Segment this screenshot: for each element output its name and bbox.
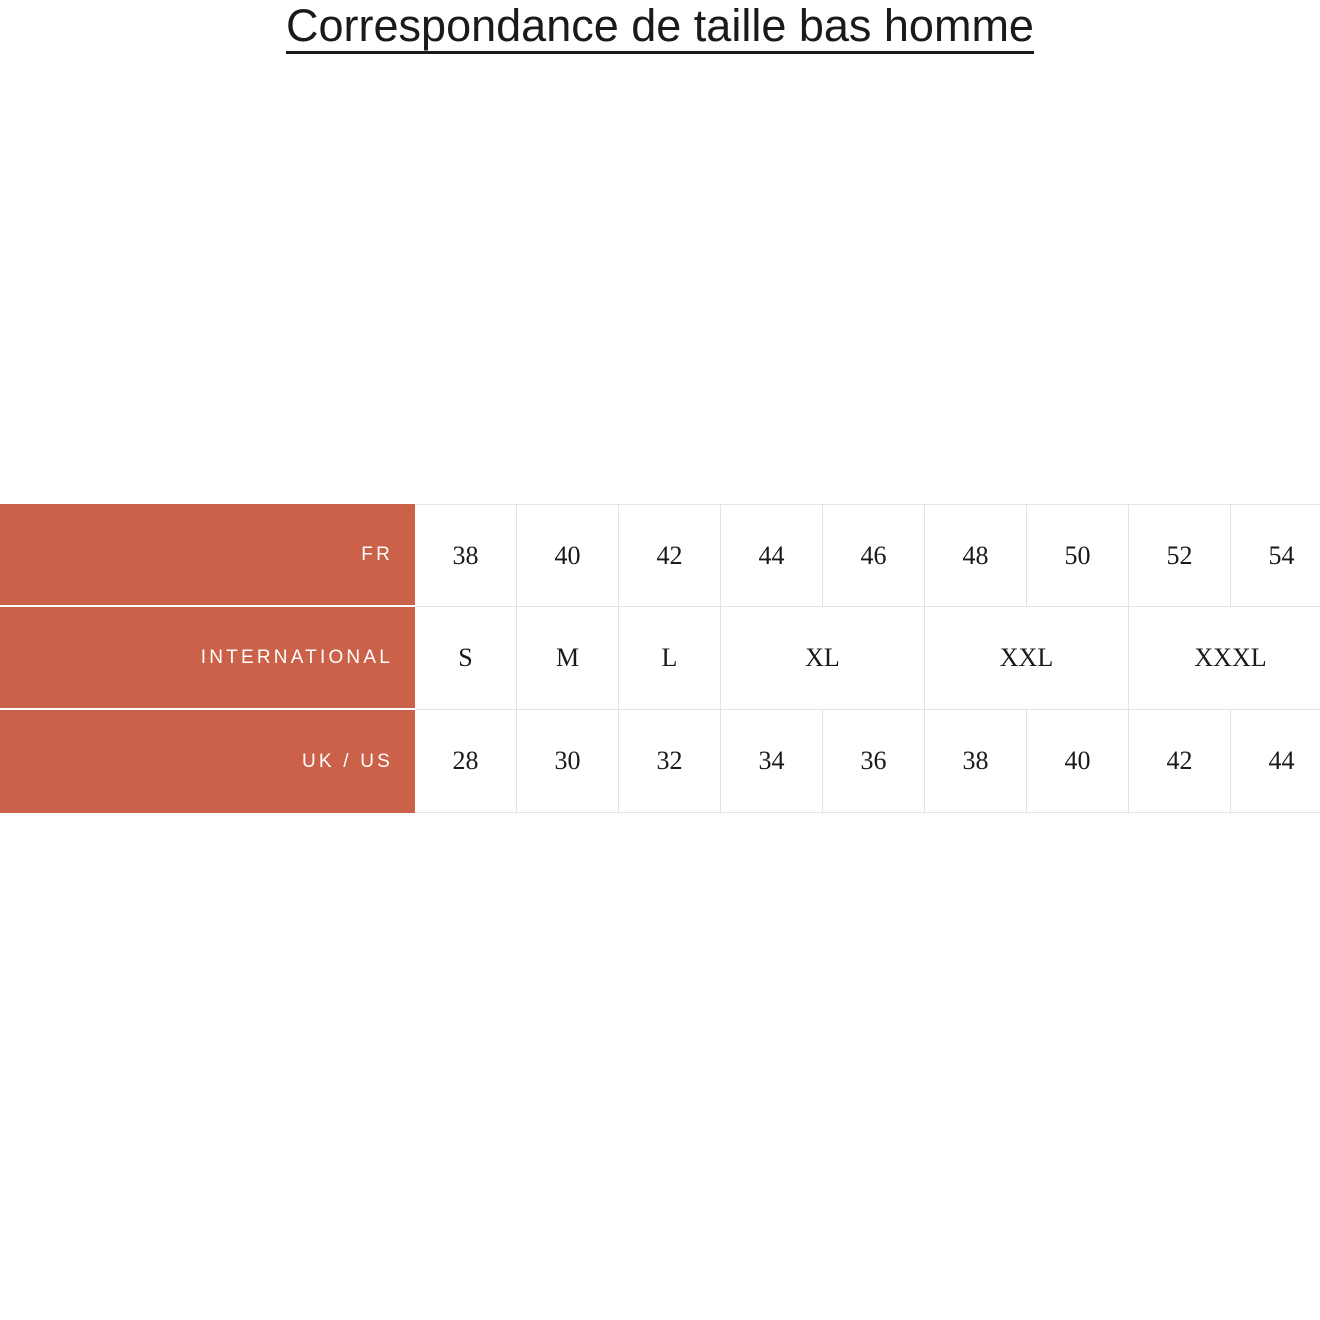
table-cell: 40 [1027, 710, 1129, 813]
page-title [0, 0, 1320, 54]
table-cell: 32 [619, 710, 721, 813]
table-cell: 40 [517, 504, 619, 607]
size-conversion-table [0, 504, 1320, 813]
table-cell: 28 [415, 710, 517, 813]
row-cells-international [415, 607, 1320, 710]
row-label-international: INTERNATIONAL [0, 607, 415, 710]
table-cell: S [415, 607, 517, 710]
table-cell: 38 [415, 504, 517, 607]
table-row [0, 710, 1320, 813]
table-row [0, 607, 1320, 710]
table-cell: 44 [1231, 710, 1320, 813]
table-cell: 30 [517, 710, 619, 813]
table-cell: 48 [925, 504, 1027, 607]
table-cell: XXXL [1129, 607, 1320, 710]
table-cell: M [517, 607, 619, 710]
table-cell: 50 [1027, 504, 1129, 607]
table-cell: 54 [1231, 504, 1320, 607]
table-cell: 44 [721, 504, 823, 607]
table-cell: 38 [925, 710, 1027, 813]
table-cell: 46 [823, 504, 925, 607]
row-cells-fr [415, 504, 1320, 607]
table-cell: L [619, 607, 721, 710]
table-cell: 36 [823, 710, 925, 813]
table-cell: 52 [1129, 504, 1231, 607]
table-cell: 42 [619, 504, 721, 607]
table-cell: XL [721, 607, 925, 710]
table-row [0, 504, 1320, 607]
table-cell: XXL [925, 607, 1129, 710]
page-title-text: Correspondance de taille bas homme [286, 2, 1034, 54]
row-label-uk-us: UK / US [0, 710, 415, 813]
row-cells-uk-us [415, 710, 1320, 813]
row-label-fr: FR [0, 504, 415, 607]
table-cell: 42 [1129, 710, 1231, 813]
table-cell: 34 [721, 710, 823, 813]
